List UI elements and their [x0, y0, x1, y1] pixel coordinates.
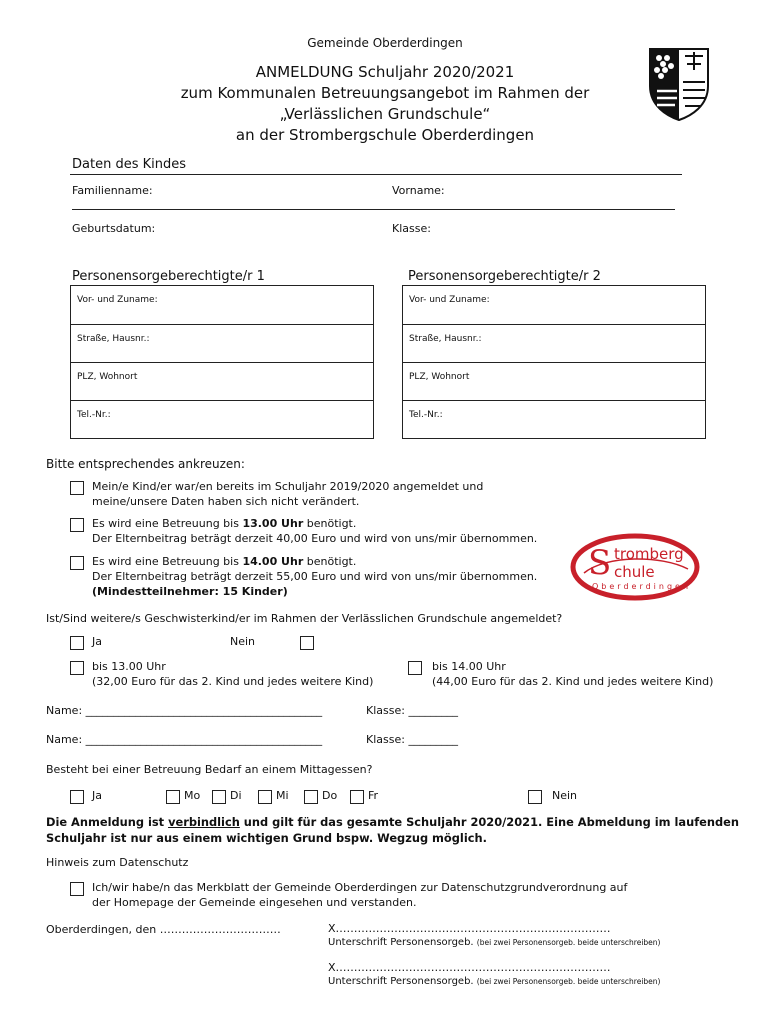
guardian2-heading: Personensorgeberechtigte/r 2: [408, 269, 601, 284]
logo-big-s: S: [588, 543, 612, 583]
lunch-day-label: Fr: [368, 789, 379, 802]
siblings-yes-checkbox[interactable]: [70, 636, 84, 650]
signature-label-1: [328, 937, 660, 948]
time-highlight: 14.00 Uhr: [242, 555, 304, 568]
text-segment: Es wird eine Betreuung bis: [92, 517, 243, 530]
option2-line1: [92, 517, 356, 530]
option-1400-checkbox[interactable]: [70, 556, 84, 570]
field-label: Tel.-Nr.:: [409, 410, 443, 420]
guardian1-street-field[interactable]: [71, 324, 373, 363]
sibling-1400-checkbox[interactable]: [408, 661, 422, 675]
form-title: ANMELDUNG Schuljahr 2020/2021: [255, 63, 515, 81]
lunch-question: Besteht bei einer Betreuung Bedarf an einem Mittagessen?: [46, 763, 373, 776]
privacy-line2: der Homepage der Gemeinde eingesehen und verstanden.: [92, 896, 417, 909]
field-label: Straße, Hausnr.:: [77, 334, 150, 344]
coat-of-arms-icon: [647, 46, 711, 122]
guardian2-city-field[interactable]: [403, 362, 705, 401]
signature-label-2: [328, 976, 660, 987]
lunch-day-label: Mo: [184, 789, 201, 802]
privacy-line1: Ich/wir habe/n das Merkblatt der Gemeinde Oberderdingen zur Datenschutzgrundverordnung auf: [92, 881, 628, 894]
field-label: PLZ, Wohnort: [409, 372, 470, 382]
privacy-consent-checkbox[interactable]: [70, 882, 84, 896]
option2-line2: Der Elternbeitrag beträgt derzeit 40,00 Euro und wird von uns/mir übernommen.: [92, 532, 538, 545]
sibling-1300-note: (32,00 Euro für das 2. Kind und jedes weitere Kind): [92, 675, 374, 688]
sibling-1400-note: (44,00 Euro für das 2. Kind und jedes weitere Kind): [432, 675, 714, 688]
lunch-tuesday-checkbox[interactable]: [212, 790, 226, 804]
field-label: Vor- und Zuname:: [409, 295, 490, 305]
school-logo: [566, 525, 704, 607]
lunch-yes-label: Ja: [92, 789, 102, 802]
guardian2-phone-field[interactable]: [403, 400, 705, 439]
guardian1-box: [70, 285, 374, 439]
place-date-field[interactable]: Oberderdingen, den ……………………………: [46, 923, 281, 936]
logo-word2: chule: [614, 563, 655, 581]
sibling-name-field-2[interactable]: Name: ___________________________________________: [46, 733, 323, 746]
field-label: Straße, Hausnr.:: [409, 334, 482, 344]
child-section-heading: Daten des Kindes: [72, 157, 186, 172]
lunch-wednesday-checkbox[interactable]: [258, 790, 272, 804]
guardian2-name-field[interactable]: [403, 286, 705, 324]
option3-line2: Der Elternbeitrag beträgt derzeit 55,00 Euro und wird von uns/mir übernommen.: [92, 570, 538, 583]
binding-emphasis: verbindlich: [168, 815, 240, 829]
text-segment: Es wird eine Betreuung bis: [92, 555, 243, 568]
guardian2-street-field[interactable]: [403, 324, 705, 363]
sibling-1300-label: bis 13.00 Uhr: [92, 660, 166, 673]
sibling-class-field-1[interactable]: Klasse: _________: [366, 704, 458, 717]
text-segment: und gilt für das gesamte Schuljahr 2020/2021. Eine Abmeldung im laufenden: [239, 815, 739, 829]
section-divider: [70, 174, 682, 175]
sibling-1400-label: bis 14.00 Uhr: [432, 660, 506, 673]
name-input-line[interactable]: [72, 209, 675, 210]
signature-note: (bei zwei Personensorgeb. beide unterschreiben): [476, 977, 661, 986]
siblings-no-label: Nein: [230, 635, 256, 648]
lunch-yes-checkbox[interactable]: [70, 790, 84, 804]
text-segment: benötigt.: [303, 555, 357, 568]
text-segment: Die Anmeldung ist: [46, 815, 169, 829]
lunch-no-label: Nein: [552, 789, 578, 802]
firstname-label: Vorname:: [392, 184, 445, 197]
lunch-monday-checkbox[interactable]: [166, 790, 180, 804]
class-label: Klasse:: [392, 222, 431, 235]
lunch-day-label: Do: [322, 789, 338, 802]
dob-label: Geburtsdatum:: [72, 222, 156, 235]
privacy-heading: Hinweis zum Datenschutz: [46, 856, 189, 869]
lunch-day-label: Mi: [276, 789, 289, 802]
option-already-registered-checkbox[interactable]: [70, 481, 84, 495]
form-subtitle-line2: „Verlässlichen Grundschule“: [279, 105, 491, 123]
guardian2-box: [402, 285, 706, 439]
field-label: PLZ, Wohnort: [77, 372, 138, 382]
time-highlight: 13.00 Uhr: [242, 517, 304, 530]
siblings-question: Ist/Sind weitere/s Geschwisterkind/er im Rahmen der Verlässlichen Grundschule angemeldet?: [46, 612, 563, 625]
siblings-yes-label: Ja: [92, 635, 102, 648]
options-heading: Bitte entsprechendes ankreuzen:: [46, 457, 245, 471]
form-subtitle-line3: an der Strombergschule Oberderdingen: [235, 126, 535, 144]
form-subtitle-line1: zum Kommunalen Betreuungsangebot im Rahmen der: [180, 84, 590, 102]
surname-label: Familienname:: [72, 184, 153, 197]
sibling-name-field-1[interactable]: Name: ___________________________________________: [46, 704, 323, 717]
guardian1-name-field[interactable]: [71, 286, 373, 324]
field-label: Vor- und Zuname:: [77, 295, 158, 305]
signature-label-text: Unterschrift Personensorgeb.: [328, 937, 474, 948]
lunch-no-checkbox[interactable]: [528, 790, 542, 804]
signature-line-1[interactable]: X…………………………………………………………………: [328, 922, 611, 935]
guardian1-heading: Personensorgeberechtigte/r 1: [72, 269, 265, 284]
lunch-friday-checkbox[interactable]: [350, 790, 364, 804]
option3-line3: (Mindestteilnehmer: 15 Kinder): [92, 585, 288, 598]
signature-line-2[interactable]: X…………………………………………………………………: [328, 961, 611, 974]
municipality-name: Gemeinde Oberderdingen: [307, 36, 463, 50]
field-label: Tel.-Nr.:: [77, 410, 111, 420]
signature-label-text: Unterschrift Personensorgeb.: [328, 976, 474, 987]
sibling-class-field-2[interactable]: Klasse: _________: [366, 733, 458, 746]
option1-line2: meine/unsere Daten haben sich nicht verändert.: [92, 495, 360, 508]
guardian1-phone-field[interactable]: [71, 400, 373, 439]
sibling-1300-checkbox[interactable]: [70, 661, 84, 675]
lunch-thursday-checkbox[interactable]: [304, 790, 318, 804]
option1-line1: Mein/e Kind/er war/en bereits im Schuljahr 2019/2020 angemeldet und: [92, 480, 484, 493]
option3-line1: [92, 555, 356, 568]
text-segment: benötigt.: [303, 517, 357, 530]
signature-note: (bei zwei Personensorgeb. beide unterschreiben): [476, 938, 661, 947]
guardian1-city-field[interactable]: [71, 362, 373, 401]
binding-notice-line1: [46, 815, 739, 829]
binding-notice-line2: Schuljahr ist nur aus einem wichtigen Grund bspw. Wegzug möglich.: [46, 831, 487, 845]
logo-place: Oberderdingen: [592, 582, 692, 591]
option-1300-checkbox[interactable]: [70, 518, 84, 532]
siblings-no-checkbox[interactable]: [300, 636, 314, 650]
logo-word1: tromberg: [614, 545, 684, 563]
lunch-day-label: Di: [230, 789, 242, 802]
